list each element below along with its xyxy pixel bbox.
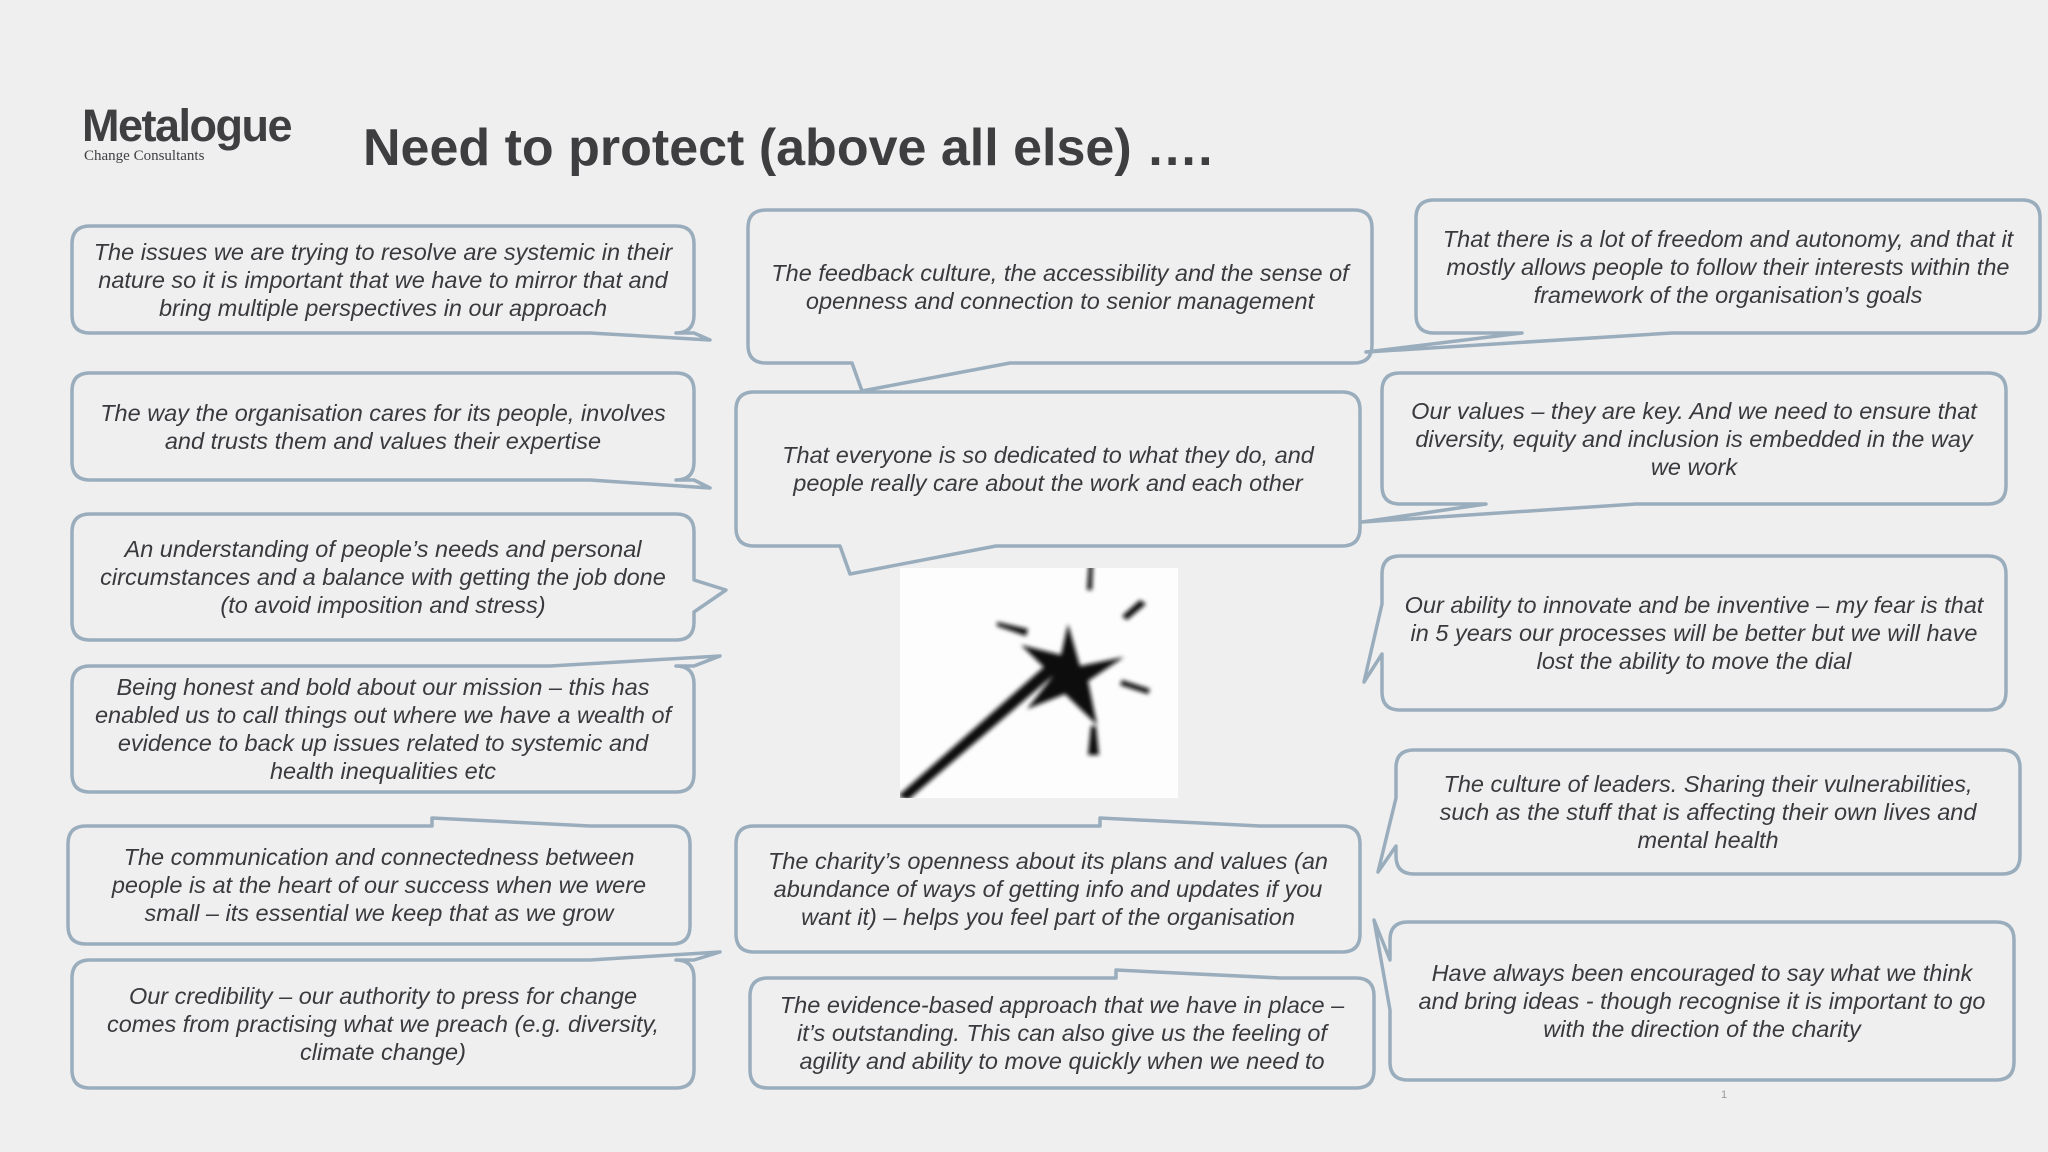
logo-subtitle: Change Consultants — [84, 148, 205, 164]
logo-name: Metalogue — [82, 100, 292, 151]
bubble-text-leaders: The culture of leaders. Sharing their vulnerabilities, such as the stuff that is affecting their own lives and mental health — [1439, 771, 1977, 853]
bubble-text-feedback: The feedback culture, the accessibility and the sense of openness and connection to senior management — [771, 259, 1349, 314]
bubble-text-systemic: The issues we are trying to resolve are systemic in their nature so it is important that we have to mirror that and bring multiple perspectives in our approach — [93, 238, 673, 321]
bubble-text-charity: The charity’s openness about its plans and values (an abundance of ways of getting info and updates if you want it) – helps you feel part of the organisation — [768, 848, 1328, 930]
bubble-text-evidence: The evidence-based approach that we have in place – it’s outstanding. This can also give us the feeling of agility and ability to move quickly when we need to — [779, 992, 1345, 1074]
bubble-text-cares: The way the organisation cares for its people, involves and trusts them and values their expertise — [100, 399, 666, 454]
slide-title: Need to protect (above all else) …. — [363, 119, 1213, 177]
bubble-text-honest: Being honest and bold about our mission – this has enabled us to call things out where we have a wealth of evidence to back up issues related to systemic and health inequalities etc — [94, 674, 672, 784]
magic-wand-icon — [900, 568, 1178, 798]
bubble-text-innovate: Our ability to innovate and be inventive – my fear is that in 5 years our processes will be better but we will have lost the ability to move the dial — [1404, 592, 1984, 674]
bubble-text-credibility: Our credibility – our authority to press for change comes from practising what we preach (e.g. diversity, climate change) — [106, 983, 660, 1065]
bubble-text-understanding: An understanding of people’s needs and personal circumstances and a balance with getting the job done (to avoid imposition and stress) — [100, 536, 666, 618]
page-number: 1 — [1721, 1089, 1728, 1101]
bubble-text-freedom: That there is a lot of freedom and autonomy, and that it mostly allows people to follow their interests within the framework of the organisation’s goals — [1442, 225, 2014, 308]
bubble-text-values: Our values – they are key. And we need to ensure that diversity, equity and inclusion is embedded in the way we work — [1411, 397, 1977, 480]
bubble-text-encouraged: Have always been encouraged to say what we think and bring ideas - though recognise it is important to go with the direction of the charity — [1418, 960, 1986, 1042]
bubble-text-communication: The communication and connectedness between people is at the heart of our success when we were small – its essential we keep that as we grow — [111, 844, 647, 926]
bubble-text-dedicated: That everyone is so dedicated to what they do, and people really care about the work and each other — [782, 442, 1314, 496]
